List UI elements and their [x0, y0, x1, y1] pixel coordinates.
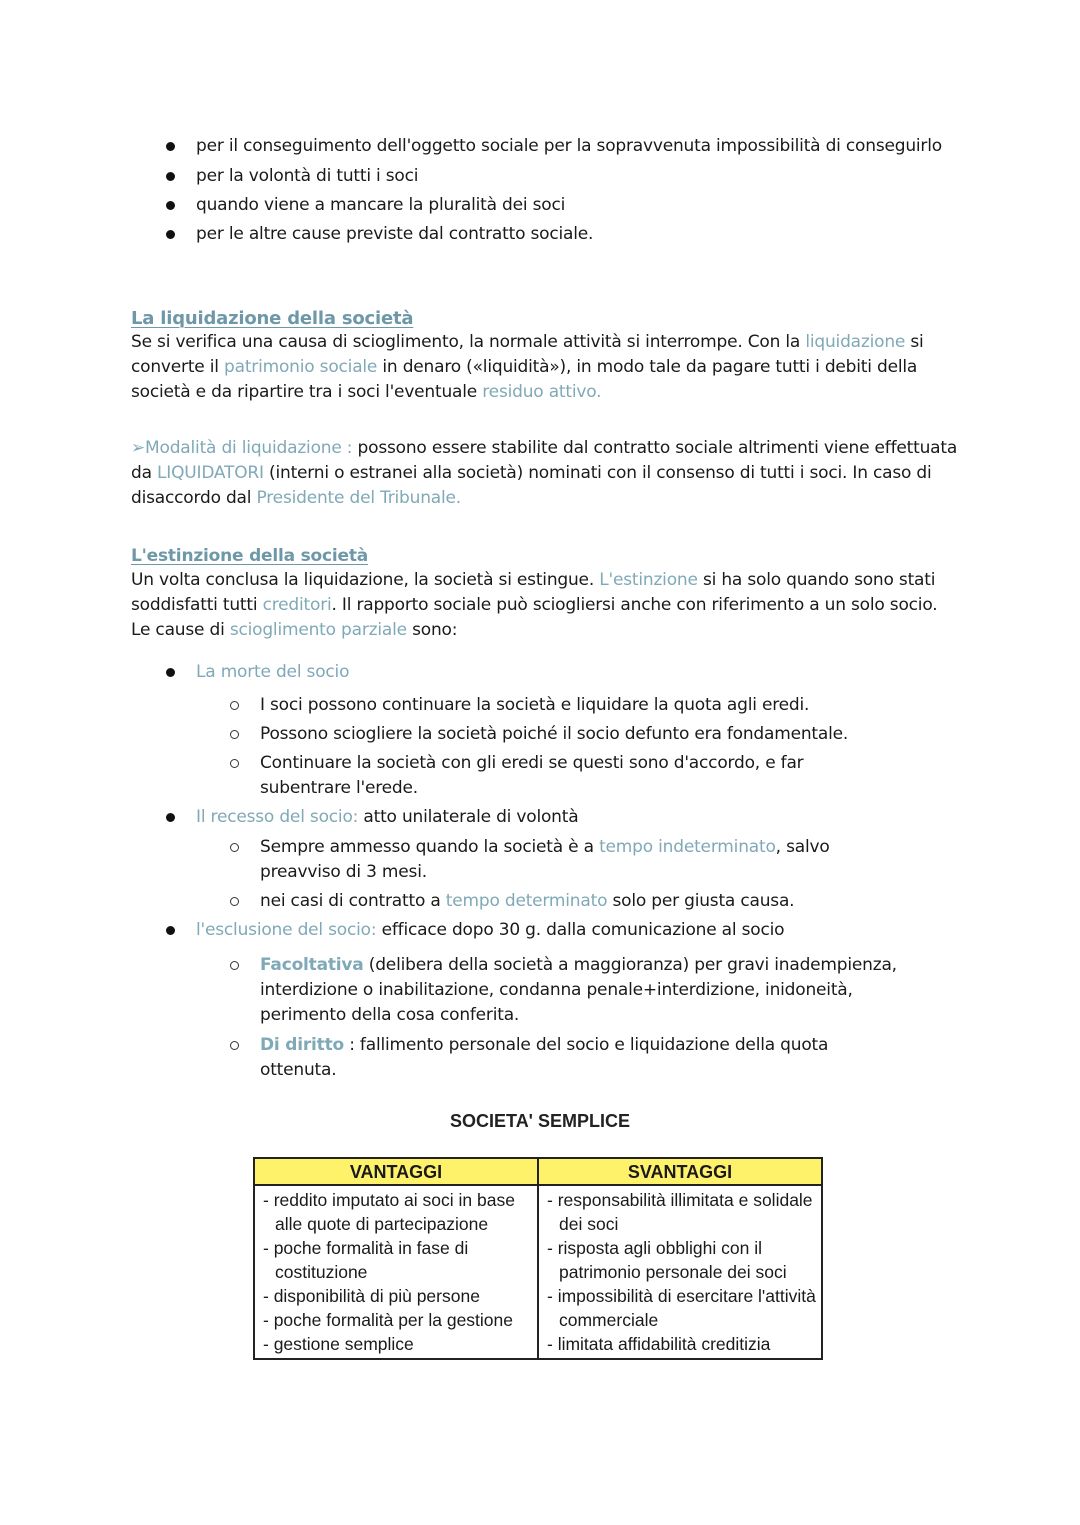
vantaggi-cell [254, 1185, 538, 1359]
list-item: per la volontà di tutti i soci [160, 164, 980, 189]
section-heading-liquidazione: La liquidazione della società [131, 308, 414, 329]
header-svantaggi: SVANTAGGI [538, 1158, 822, 1185]
list-item: - poche formalità in fase di costituzione [263, 1238, 469, 1282]
list-item: per il conseguimento dell'oggetto sociale per la sopravvenuta impossibilità di conseguirlo [160, 134, 980, 159]
table-header-row [254, 1158, 822, 1185]
sub-bullet-icon [230, 961, 239, 970]
section-heading-estinzione: L'estinzione della società [131, 546, 369, 566]
list-item: - poche formalità per la gestione [263, 1310, 513, 1330]
list-item: nei casi di contratto a tempo determinato solo per giusta causa. [230, 889, 870, 914]
partial-dissolution-causes [160, 660, 960, 1087]
bullet-icon [166, 201, 175, 210]
bullet-icon [166, 142, 175, 151]
bullet-icon [166, 926, 175, 935]
list-item: - impossibilità di esercitare l'attività commerciale [547, 1286, 816, 1330]
list-item: - limitata affidabilità creditizia [547, 1334, 771, 1354]
list-item: quando viene a mancare la pluralità dei soci [160, 193, 980, 218]
list-item: Sempre ammesso quando la società è a tempo indeterminato, salvo preavviso di 3 mesi. [230, 835, 870, 885]
sub-bullet-icon [230, 897, 239, 906]
header-vantaggi: VANTAGGI [254, 1158, 538, 1185]
list-item: - reddito imputato ai soci in base alle quote di partecipazione [263, 1190, 515, 1234]
svantaggi-cell [538, 1185, 822, 1359]
bullet-icon [166, 813, 175, 822]
recesso-options-list [230, 835, 870, 914]
sub-bullet-icon [230, 1041, 239, 1050]
sub-bullet-icon [230, 843, 239, 852]
esclusione-options-list [230, 953, 930, 1083]
table-title: SOCIETA' SEMPLICE [450, 1111, 630, 1131]
bullet-icon [166, 172, 175, 181]
sub-bullet-icon [230, 730, 239, 739]
morte-options-list [230, 693, 930, 801]
list-item: I soci possono continuare la società e liquidare la quota agli eredi. [230, 693, 930, 718]
bullet-icon [166, 668, 175, 677]
liquidazione-paragraph: Se si verifica una causa di scioglimento, la normale attività si interrompe. Con la liquidazione si converte il patrimonio sociale in denaro («liquidità»), in modo tale da pagare tutti i debiti della società e da ripartire tra i soci l'eventuale residuo attivo. [131, 332, 924, 402]
list-item: - responsabilità illimitata e solidale dei soci [547, 1190, 813, 1234]
list-item: Continuare la società con gli eredi se questi sono d'accordo, e far subentrare l'erede. [230, 751, 880, 801]
list-item: - gestione semplice [263, 1334, 414, 1354]
modalita-paragraph: ➢Modalità di liquidazione : possono essere stabilite dal contratto sociale altrimenti viene effettuata da LIQUIDATORI (interni o estranei alla società) nominati con il consenso di tutti i soci. In caso di disaccordo dal Presidente del Tribunale. [131, 438, 958, 508]
pros-cons-table [253, 1157, 823, 1360]
cause-recesso: Il recesso del socio: atto unilaterale di volontà Sempre ammesso quando la società è a tempo indeterminato, salvo preavviso di 3 mesi. nei casi di contratto a tempo determinato solo per giusta causa. [160, 805, 960, 914]
table-row [254, 1185, 822, 1359]
arrow-icon: ➢ [131, 438, 146, 458]
cause-morte: La morte del socio I soci possono continuare la società e liquidare la quota agli eredi. Possono sciogliere la società poiché il socio defunto era fondamentale. Continuare la società con gli eredi se questi sono d'accordo, e far subentrare l'erede. [160, 660, 960, 801]
list-item: - risposta agli obblighi con il patrimonio personale dei soci [547, 1238, 787, 1282]
estinzione-paragraph: Un volta conclusa la liquidazione, la società si estingue. L'estinzione si ha solo quando sono stati soddisfatti tutti creditori. Il rapporto sociale può sciogliersi anche con riferimento a un solo socio. Le cause di scioglimento parziale sono: [131, 570, 938, 640]
list-item: per le altre cause previste dal contratto sociale. [160, 222, 980, 247]
list-item: - disponibilità di più persone [263, 1286, 480, 1306]
bullet-icon [166, 230, 175, 239]
sub-bullet-icon [230, 759, 239, 768]
dissolution-causes-list [160, 134, 980, 252]
cause-esclusione: l'esclusione del socio: efficace dopo 30 g. dalla comunicazione al socio Facoltativa (delibera della società a maggioranza) per gravi inadempienza, interdizione o inabilitazione, condanna penale+interdizione, inidoneità, perimento della cosa conferita. Di diritto : fallimento personale del socio e liquidazione della quota ottenuta. [160, 918, 960, 1083]
sub-bullet-icon [230, 701, 239, 710]
list-item: Di diritto : fallimento personale del socio e liquidazione della quota ottenuta. [230, 1033, 890, 1083]
list-item: Facoltativa (delibera della società a maggioranza) per gravi inadempienza, interdizione o inabilitazione, condanna penale+interdizione, inidoneità, perimento della cosa conferita. [230, 953, 930, 1028]
list-item: Possono sciogliere la società poiché il socio defunto era fondamentale. [230, 722, 930, 747]
